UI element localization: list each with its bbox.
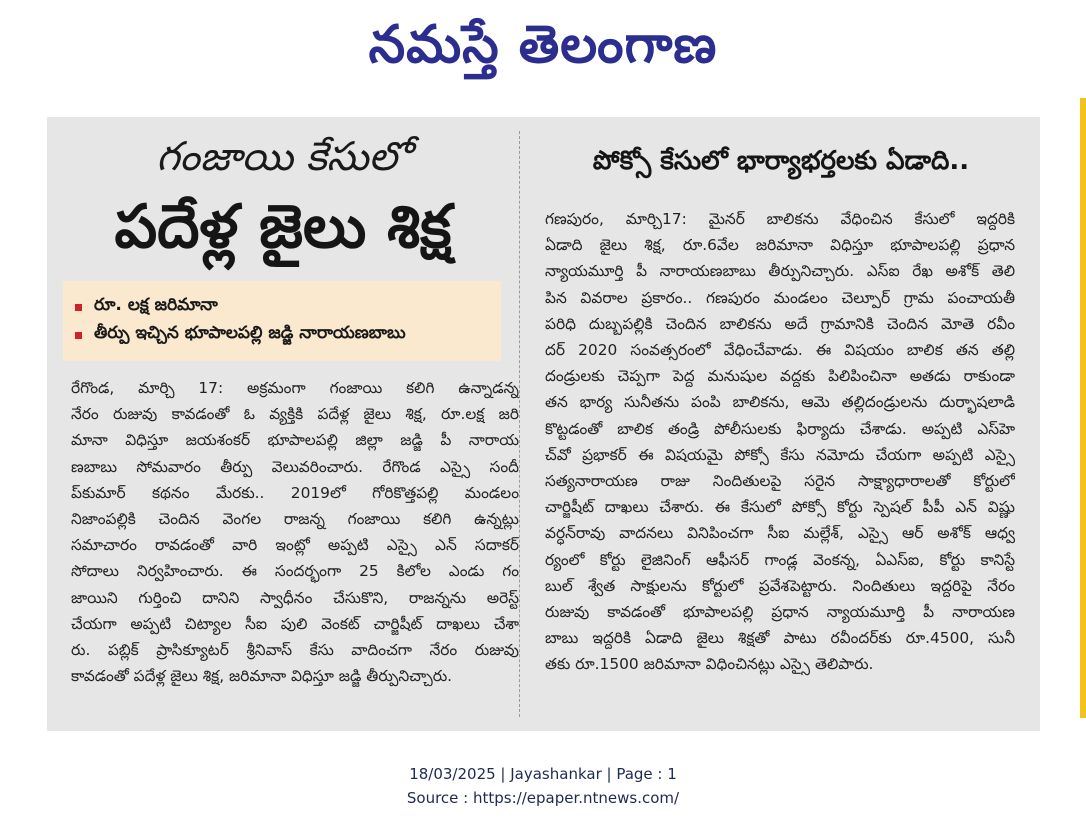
left-article bbox=[47, 117, 519, 731]
accent-strip bbox=[1080, 98, 1086, 718]
body-line: సత్యనారాయణ రాజు నిందితులపై సరైన సాక్ష్యాధారాలతో కోర్టులో bbox=[545, 472, 1015, 491]
body-line: ప్‌కుమార్ కథనం మేరకు.. 2019లో గోరికొత్తపల్లి మండలం bbox=[71, 483, 519, 502]
body-line: పరిధి దుబ్బపల్లికి చెందిన బాలికను అదే గ్రామానికి చెందిన మోతె రవీం bbox=[545, 314, 1015, 333]
body-line: రుజువు కావడంతో భూపాలపల్లి ప్రధాన న్యాయమూర్తి పీ నారాయణ bbox=[545, 603, 1015, 622]
highlight-text: రూ. లక్ష జరిమానా bbox=[94, 295, 218, 315]
article-body bbox=[71, 375, 519, 689]
body-line: సమాచారం రావడంతో వారి ఇంట్లో అప్పటి ఎస్సై ఎన్ సదాకర్ bbox=[71, 536, 519, 555]
article-body bbox=[545, 206, 1015, 678]
news-clipping bbox=[47, 117, 1040, 731]
body-line: రేగొండ, మార్చి 17: అక్రమంగా గంజాయి కలిగి ఉన్నాడన్న bbox=[71, 379, 519, 397]
right-article bbox=[531, 117, 1031, 731]
body-line: బాబు ఇద్దరికి ఏడాది జైలు శిక్షతో పాటు రవీందర్‌కు రూ.4500, సునీ bbox=[545, 629, 1015, 648]
page-footer bbox=[0, 762, 1086, 810]
body-line: తన భార్య సునీతను పంపి బాలికను, ఆమె తల్లిదండ్రులను దుర్భాషలాడి bbox=[545, 393, 1015, 412]
highlight-item bbox=[75, 293, 218, 321]
body-line: చార్జిషీట్ దాఖలు చేశారు. ఈ కేసులో పోక్సో కోర్టు స్పెషల్ పీపీ ఎన్ విష్ణు bbox=[545, 498, 1015, 517]
square-bullet-icon bbox=[75, 332, 82, 339]
body-line: గణపురం, మార్చి17: మైనర్ బాలికను వేధించిన కేసులో ఇద్దరికి bbox=[545, 210, 1015, 228]
body-line: దండ్రులకు చెప్పగా పెద్ద మనుషుల వద్దకు పిలిపించినా అతడు రాకుండా bbox=[545, 367, 1015, 386]
body-line: ఏడాది జైలు శిక్ష, రూ.6వేల జరిమానా విధిస్తూ భూపాలపల్లి ప్రధాన bbox=[545, 236, 1015, 255]
highlight-item bbox=[75, 321, 406, 349]
square-bullet-icon bbox=[75, 304, 82, 311]
body-line: కావడంతో పదేళ్ల జైలు శిక్ష, జరిమానా విధిస్తూ జడ్జి తీర్పునిచ్చారు. bbox=[71, 667, 453, 686]
article-headline: పోక్సో కేసులో భార్యాభర్తలకు ఏడాది.. bbox=[592, 146, 970, 176]
body-line: జాయిని గుర్తించి దానిని స్వాధీనం చేసుకొని, రాజన్నను అరెస్ట్ bbox=[71, 588, 519, 607]
body-line: దర్ 2020 సంవత్సరంలో వేధించేవాడు. ఈ విషయం బాలిక తన తల్లి bbox=[545, 341, 1015, 360]
body-line: కొట్టడంతో బాలిక తండ్రి పోలీసులకు ఫిర్యాదు చేశాడు. అప్పటి ఎస్‌హె bbox=[545, 419, 1015, 438]
newspaper-logo: నమస్తే తెలంగాణ bbox=[368, 15, 718, 75]
body-line: సోదాలు నిర్వహించారు. ఈ సందర్భంగా 25 కిలోల ఎండు గం bbox=[71, 562, 519, 581]
body-line: నేరం రుజువు కావడంతో ఓ వ్యక్తికి పదేళ్ల జైలు శిక్ష, రూ.లక్ష జరి bbox=[71, 405, 519, 424]
body-line: చేయగా అప్పటి చిట్యాల సీఐ పులి వెంకట్ చార్జిషీట్ దాఖలు చేశా bbox=[71, 614, 519, 633]
body-line: మానా విధిస్తూ జయశంకర్ భూపాలపల్లి జిల్లా జడ్జి పీ నారాయ bbox=[71, 431, 519, 450]
source-link[interactable]: Source : https://epaper.ntnews.com/ bbox=[406, 789, 680, 807]
body-line: చ్‌వో ప్రభాకర్ ఈ విషయమై పోక్సో కేసు నమోదు చేయగా అప్పటి ఎస్సై bbox=[545, 445, 1015, 464]
highlight-text: తీర్పు ఇచ్చిన భూపాలపల్లి జడ్జి నారాయణబాబు bbox=[94, 323, 406, 343]
highlights-box bbox=[63, 281, 501, 361]
article-kicker: గంజాయి కేసులో bbox=[156, 134, 410, 180]
body-line: ర్యంలో కోర్టు లైజినింగ్ ఆఫీసర్ గాండ్ల వెంకన్న, ఏఎస్ఐ, కోర్టు కానిస్టే bbox=[545, 550, 1015, 569]
body-line: న్యాయమూర్తి పీ నారాయణబాబు తీర్పునిచ్చారు. ఎస్ఐ రేఖ అశోక్ తెలి bbox=[545, 262, 1015, 281]
body-line: బుల్ శ్వేత సాక్షులను కోర్టులో ప్రవేశపెట్టారు. నిందితులు ఇద్దరిపై నేరం bbox=[545, 576, 1015, 595]
body-line: వర్ధన్‌రావు వాదనలు వినిపించగా సీఐ మల్లేశ్, ఎస్సై ఆర్ అశోక్ ఆధ్వ bbox=[545, 524, 1015, 543]
body-line: నిజాంపల్లికి చెందిన వెంగల రాజన్న గంజాయి కలిగి ఉన్నట్లు bbox=[71, 510, 519, 529]
body-line: తకు రూ.1500 జరిమానా విధించినట్లు ఎస్సై తెలిపారు. bbox=[545, 655, 874, 674]
masthead bbox=[0, 6, 1086, 84]
body-line: రు. పబ్లిక్ ప్రాసిక్యూటర్ శ్రీనివాస్ కేసు వాదించగా నేరం రుజువు bbox=[71, 641, 519, 660]
edition-info: 18/03/2025 | Jayashankar | Page : 1 bbox=[409, 765, 677, 783]
body-line: పిన వివరాల ప్రకారం.. గణపురం మండలం చెల్పూర్ గ్రామ పంచాయతీ bbox=[545, 288, 1015, 307]
column-divider bbox=[519, 131, 520, 717]
article-headline: పదేళ్ల జైలు శిక్ష bbox=[114, 192, 452, 262]
body-line: ణబాబు సోమవారం తీర్పు వెలువరించారు. రేగొండ ఎస్సై సందీ bbox=[71, 457, 519, 476]
